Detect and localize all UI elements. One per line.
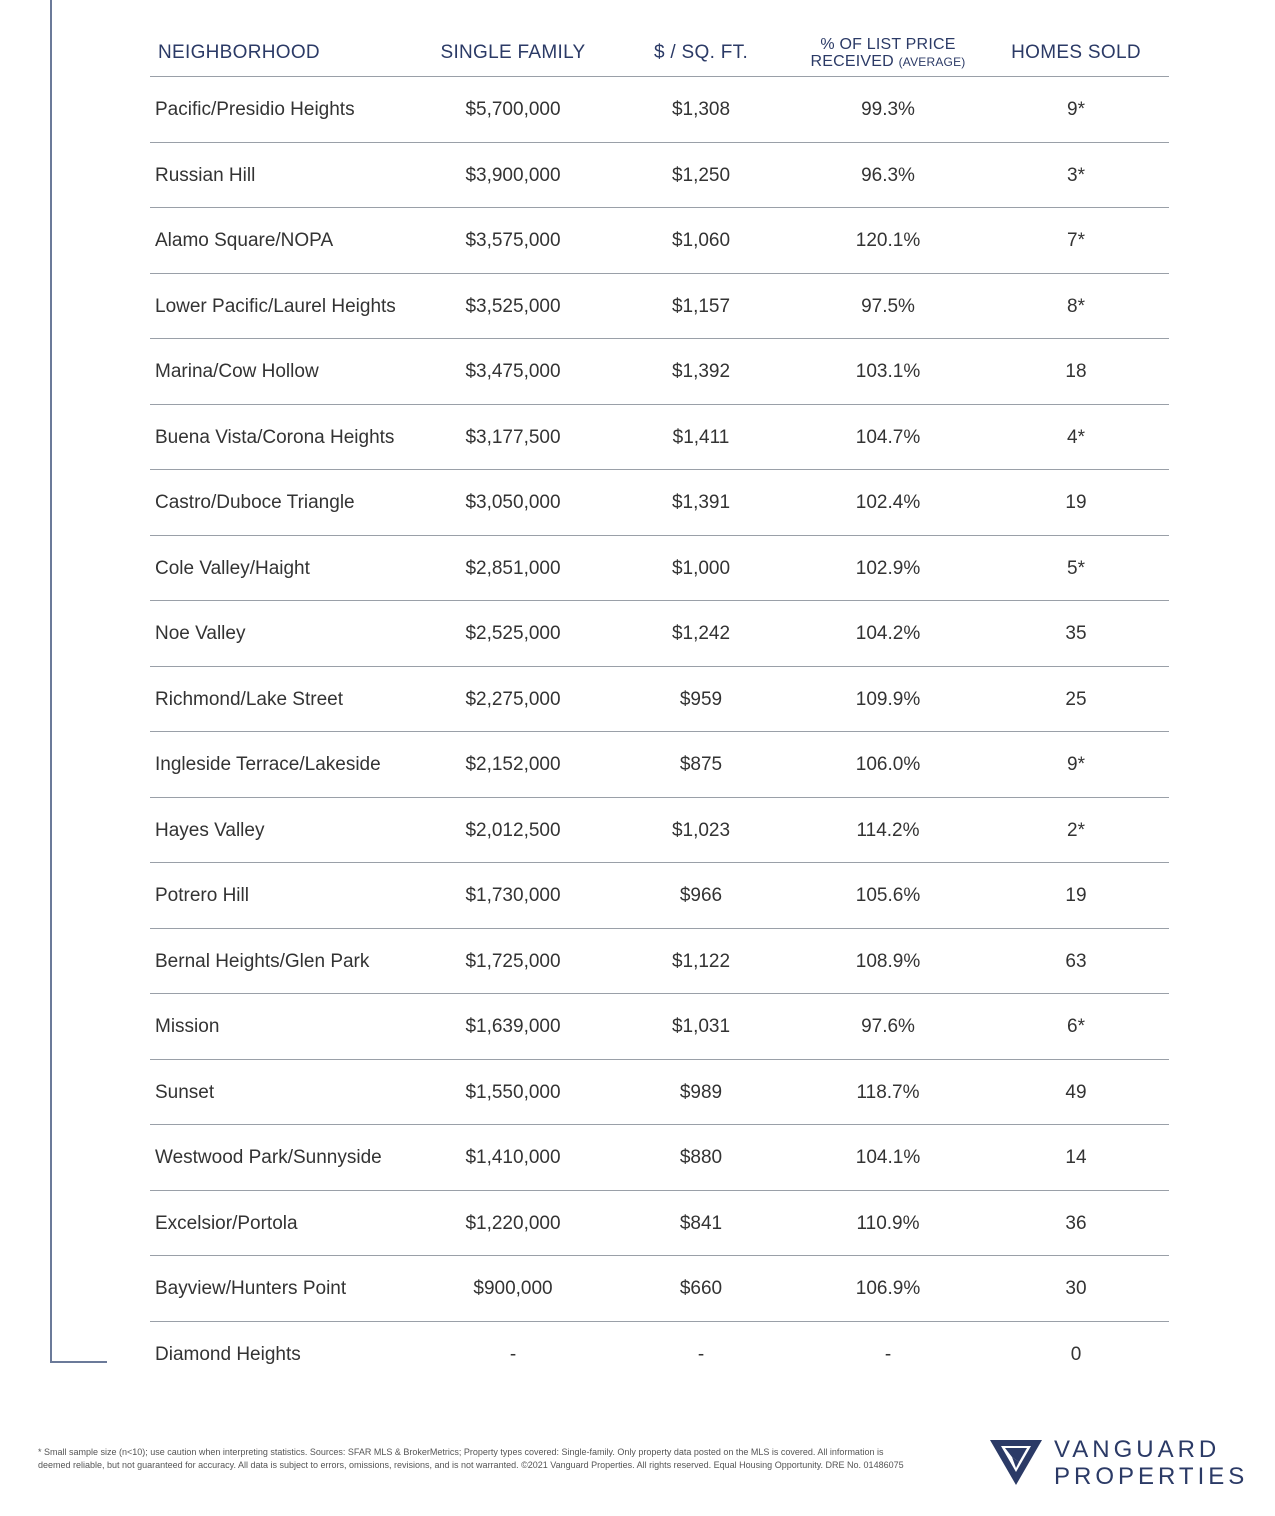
cell-pct-list-price-value: 106.9% [855, 1278, 921, 1299]
cell-neighborhood: Hayes Valley [155, 819, 265, 841]
header-pct-line2 [811, 53, 966, 71]
cell-homes-sold-value: 18 [1065, 361, 1087, 382]
frame-border-vertical [50, 0, 52, 1362]
cell-neighborhood: Mission [155, 1016, 220, 1037]
cell-price-per-sqft-value: $1,391 [671, 492, 731, 513]
cell-neighborhood: Diamond Heights [155, 1343, 301, 1365]
cell-homes-sold-value: 14 [1065, 1147, 1087, 1168]
cell-homes-sold-value: 7* [1067, 230, 1085, 251]
cell-homes-sold-value: 8* [1067, 295, 1085, 317]
table-row [150, 1256, 1169, 1322]
cell-neighborhood: Buena Vista/Corona Heights [155, 426, 395, 448]
header-single-family-label: SINGLE FAMILY [440, 42, 586, 63]
header-neighborhood: NEIGHBORHOOD [158, 42, 320, 63]
cell-pct-list-price-value: 109.9% [855, 688, 921, 710]
table-row [150, 667, 1169, 733]
table-row [150, 929, 1169, 995]
cell-neighborhood: Cole Valley/Haight [155, 557, 310, 579]
cell-homes-sold-value: 63 [1065, 950, 1087, 972]
cell-pct-list-price-value: 97.6% [861, 1016, 915, 1037]
table-row [150, 339, 1169, 405]
cell-price-per-sqft-value: - [697, 1343, 705, 1365]
cell-pct-list-price-value: 120.1% [855, 230, 921, 251]
cell-neighborhood: Sunset [155, 1081, 215, 1103]
cell-neighborhood: Russian Hill [155, 164, 256, 186]
cell-price-per-sqft-value: $1,122 [671, 950, 731, 972]
vanguard-triangle-mark-icon [988, 1437, 1044, 1487]
table-row [150, 1322, 1169, 1387]
header-homes-sold-label: HOMES SOLD [1011, 42, 1141, 63]
cell-price-per-sqft-value: $1,060 [671, 230, 731, 251]
neighborhood-sales-table [150, 30, 1169, 1386]
cell-homes-sold-value: 19 [1065, 492, 1087, 513]
cell-pct-list-price-value: 99.3% [861, 99, 915, 120]
cell-neighborhood: Richmond/Lake Street [155, 688, 343, 710]
cell-single-family-value: $1,725,000 [465, 950, 561, 972]
cell-price-per-sqft-value: $1,031 [671, 1016, 731, 1037]
cell-single-family-value: $3,575,000 [465, 230, 561, 251]
cell-single-family-value: $1,730,000 [465, 885, 561, 906]
cell-price-per-sqft-value: $966 [679, 885, 723, 906]
cell-single-family-value: $3,525,000 [465, 295, 561, 317]
logo-text-vanguard: VANGUARD [1054, 1436, 1221, 1463]
table-row [150, 1060, 1169, 1126]
cell-price-per-sqft-value: $1,392 [671, 361, 731, 382]
vanguard-logo [988, 1436, 1249, 1490]
cell-price-per-sqft-value: $1,411 [672, 426, 730, 448]
cell-neighborhood: Excelsior/Portola [155, 1212, 298, 1234]
cell-homes-sold-value: 4* [1067, 426, 1085, 448]
cell-single-family-value: $2,012,500 [465, 819, 561, 841]
cell-pct-list-price-value: 102.4% [855, 492, 921, 513]
cell-single-family-value: $2,851,000 [465, 557, 561, 579]
cell-single-family-value: $3,177,500 [465, 426, 561, 448]
header-price-per-sqft-label: $ / SQ. FT. [653, 42, 749, 63]
cell-pct-list-price-value: 97.5% [861, 295, 915, 317]
cell-price-per-sqft-value: $959 [679, 688, 723, 710]
cell-single-family-value: $1,410,000 [465, 1147, 561, 1168]
cell-price-per-sqft-value: $1,308 [671, 99, 731, 120]
cell-neighborhood: Westwood Park/Sunnyside [155, 1147, 382, 1168]
cell-pct-list-price-value: 104.7% [855, 426, 921, 448]
cell-pct-list-price-value: 106.0% [855, 754, 921, 775]
cell-pct-list-price-value: 104.1% [855, 1147, 921, 1168]
table-row [150, 143, 1169, 209]
cell-pct-list-price-value: 102.9% [855, 557, 921, 579]
table-row [150, 863, 1169, 929]
cell-pct-list-price-value: 108.9% [855, 950, 921, 972]
cell-neighborhood: Bayview/Hunters Point [155, 1278, 347, 1299]
cell-homes-sold-value: 2* [1067, 819, 1085, 841]
cell-single-family-value: $2,525,000 [465, 623, 561, 644]
cell-neighborhood: Bernal Heights/Glen Park [155, 950, 370, 972]
cell-price-per-sqft-value: $875 [679, 754, 723, 775]
cell-homes-sold-value: 9* [1067, 754, 1085, 775]
cell-single-family-value: $2,275,000 [465, 688, 561, 710]
table-row [150, 732, 1169, 798]
cell-homes-sold-value: 25 [1065, 688, 1087, 710]
header-pct-line1: % OF LIST PRICE [820, 36, 956, 53]
cell-single-family-value: $3,900,000 [465, 164, 561, 186]
table-row [150, 601, 1169, 667]
cell-homes-sold-value: 49 [1065, 1081, 1087, 1103]
frame-border-horizontal [50, 1361, 107, 1363]
cell-pct-list-price-value: 103.1% [855, 361, 921, 382]
cell-price-per-sqft-value: $1,242 [671, 623, 731, 644]
cell-single-family-value: $1,550,000 [465, 1081, 561, 1103]
table-row [150, 274, 1169, 340]
cell-price-per-sqft-value: $1,000 [671, 557, 731, 579]
cell-neighborhood: Potrero Hill [155, 885, 249, 906]
cell-single-family-value: $3,475,000 [465, 361, 561, 382]
table-row [150, 77, 1169, 143]
cell-neighborhood: Pacific/Presidio Heights [155, 99, 355, 120]
cell-homes-sold-value: 30 [1065, 1278, 1087, 1299]
cell-price-per-sqft-value: $989 [679, 1081, 723, 1103]
table-body [150, 77, 1169, 1386]
cell-homes-sold-value: 0 [1070, 1343, 1082, 1365]
cell-neighborhood: Marina/Cow Hollow [155, 361, 319, 382]
cell-single-family-value: - [509, 1343, 517, 1365]
cell-price-per-sqft-value: $1,157 [671, 295, 731, 317]
table-row [150, 994, 1169, 1060]
table-row [150, 536, 1169, 602]
cell-homes-sold-value: 36 [1065, 1212, 1087, 1234]
cell-single-family-value: $1,220,000 [465, 1212, 561, 1234]
header-pct-average: (AVERAGE) [898, 55, 966, 69]
table-row [150, 208, 1169, 274]
cell-homes-sold-value: 9* [1067, 99, 1085, 120]
footnote-disclaimer: * Small sample size (n<10); use caution when interpreting statistics. Sources: SFAR MLS & BrokerMetrics; Property types covered: Single-family. Only property data posted on the MLS is covered. All information is deemed reliable, but not guaranteed for accuracy. All data is subject to errors, omissions, revisions, and is not warranted. ©2021 Vanguard Properties. All rights reserved. Equal Housing Opportunity. DRE No. 01486075 [38, 1447, 904, 1470]
cell-homes-sold-value: 3* [1067, 164, 1085, 186]
cell-pct-list-price-value: 104.2% [855, 623, 921, 644]
cell-price-per-sqft-value: $841 [679, 1212, 723, 1234]
cell-price-per-sqft-value: $1,023 [671, 819, 731, 841]
cell-homes-sold-value: 6* [1067, 1016, 1085, 1037]
logo-text-properties: PROPERTIES [1054, 1463, 1249, 1490]
cell-neighborhood: Alamo Square/NOPA [155, 230, 334, 251]
cell-single-family-value: $3,050,000 [465, 492, 561, 513]
cell-pct-list-price-value: - [884, 1343, 892, 1365]
cell-homes-sold-value: 19 [1065, 885, 1087, 906]
cell-pct-list-price-value: 105.6% [855, 885, 921, 906]
cell-homes-sold-value: 35 [1065, 623, 1087, 644]
cell-pct-list-price-value: 114.2% [856, 819, 920, 841]
cell-price-per-sqft-value: $1,250 [671, 164, 731, 186]
cell-pct-list-price-value: 110.9% [856, 1212, 920, 1234]
cell-single-family-value: $1,639,000 [465, 1016, 561, 1037]
table-row [150, 405, 1169, 471]
cell-price-per-sqft-value: $660 [679, 1278, 723, 1299]
cell-neighborhood: Ingleside Terrace/Lakeside [155, 754, 381, 775]
table-row [150, 798, 1169, 864]
cell-price-per-sqft-value: $880 [679, 1147, 723, 1168]
table-row [150, 1125, 1169, 1191]
cell-neighborhood: Castro/Duboce Triangle [155, 492, 355, 513]
cell-single-family-value: $2,152,000 [465, 754, 561, 775]
table-header [150, 30, 1169, 77]
table-row [150, 470, 1169, 536]
cell-pct-list-price-value: 96.3% [861, 164, 915, 186]
table-row [150, 1191, 1169, 1257]
cell-neighborhood: Noe Valley [155, 623, 246, 644]
header-pct-received: RECEIVED [810, 53, 894, 70]
cell-single-family-value: $5,700,000 [465, 99, 561, 120]
cell-single-family-value: $900,000 [473, 1278, 553, 1299]
cell-homes-sold-value: 5* [1067, 557, 1085, 579]
cell-pct-list-price-value: 118.7% [856, 1081, 920, 1103]
cell-neighborhood: Lower Pacific/Laurel Heights [155, 295, 396, 317]
